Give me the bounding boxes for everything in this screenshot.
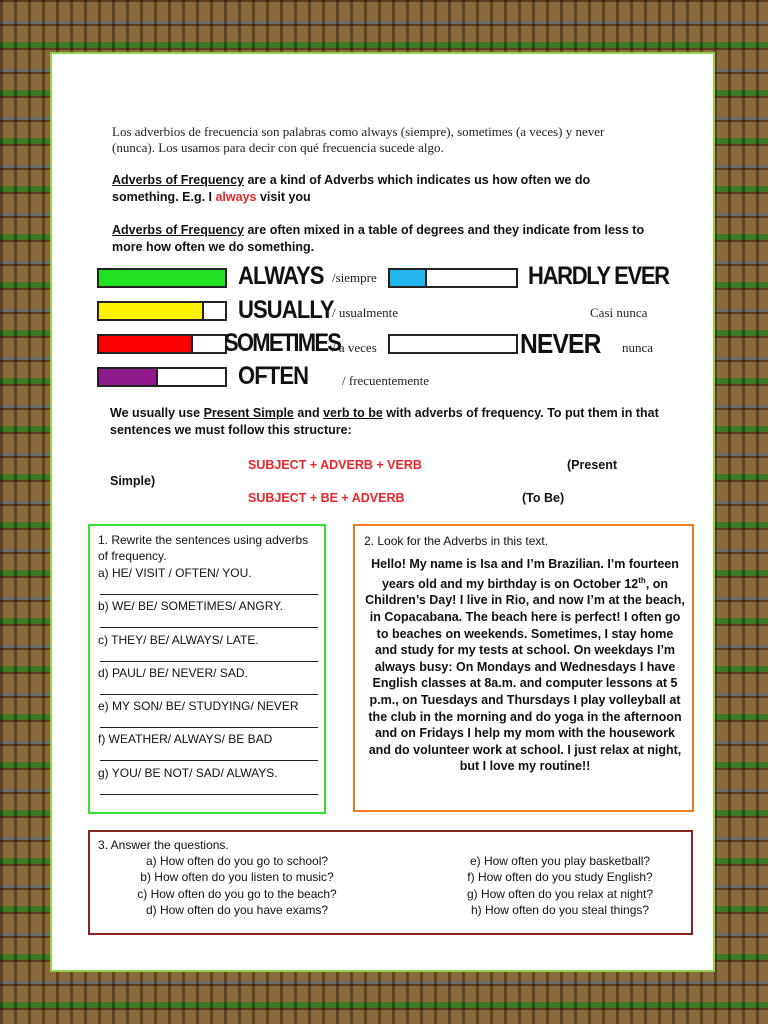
formula-present-simple: SUBJECT + ADVERB + VERB bbox=[248, 458, 422, 472]
answer-line[interactable] bbox=[100, 760, 318, 761]
degrees-paragraph: Adverbs of Frequency are often mixed in a table of degrees and they indicate from less to more how often we do something. bbox=[112, 223, 645, 254]
answer-line[interactable] bbox=[100, 594, 318, 595]
term: Adverbs of Frequency bbox=[112, 173, 244, 187]
exercise-1-title: 1. Rewrite the sentences using adverbs bbox=[98, 533, 309, 547]
bar-usually bbox=[97, 301, 227, 321]
formula-present-simple-label-cont: Simple) bbox=[110, 474, 156, 488]
exercise-1-item: b) WE/ BE/ SOMETIMES/ ANGRY. bbox=[98, 599, 283, 613]
question: a) How often do you go to school? bbox=[145, 854, 329, 868]
word-hardly-ever: HARDLY EVER bbox=[528, 262, 669, 290]
question: g) How often do you relax at night? bbox=[466, 886, 654, 901]
answer-line[interactable] bbox=[100, 727, 318, 728]
exercise-1-item: g) YOU/ BE NOT/ SAD/ ALWAYS. bbox=[98, 766, 278, 780]
bar-often bbox=[97, 367, 227, 387]
answer-line[interactable] bbox=[100, 794, 318, 795]
translation-never: nunca bbox=[622, 340, 654, 355]
answer-line[interactable] bbox=[100, 627, 318, 628]
highlight-word: always bbox=[215, 190, 257, 204]
present-simple-link: Present Simple bbox=[203, 406, 294, 420]
question: h) How often do you steal things? bbox=[470, 902, 650, 917]
word-usually: USUALLY bbox=[238, 296, 334, 324]
exercise-1-item: c) THEY/ BE/ ALWAYS/ LATE. bbox=[98, 633, 259, 647]
word-always: ALWAYS bbox=[238, 262, 324, 290]
translation-often: / frecuentemente bbox=[342, 373, 429, 388]
bar-hardly-ever bbox=[388, 268, 518, 288]
worksheet-page bbox=[50, 52, 715, 972]
answer-line[interactable] bbox=[100, 694, 318, 695]
formula-to-be: SUBJECT + BE + ADVERB bbox=[248, 491, 405, 505]
exercise-2-box bbox=[353, 524, 694, 812]
question: b) How often do you listen to music? bbox=[140, 870, 334, 885]
intro-text: Los adverbios de frecuencia son palabras como always (siempre), sometimes (a veces) y never (nunca). Los usamos para decir con qué frecuencia sucede algo. bbox=[112, 124, 605, 155]
reading-text: Hello! My name is Isa and I’m Brazilian. I’m fourteen years old and my birthday is on October 12th, on Children’s Day! I live in Rio, and now I’m at the beach, in Copacabana. The beach here is perfect! I often go to beaches on weekends. Sometimes, I stay home and study for my tests at school. On weekdays I’m always busy: On Mondays and Wednesdays I have English classes at 8a.m. and computer lessons at 5 p.m., on Tuesdays and Thursdays I play volleyball at the club in the morning and do yoga in the afternoon and on Fridays I help my mom with the housework and do volunteer work at school. I just relax at night, but I love my routine!! bbox=[365, 557, 685, 774]
exercise-1-item: e) MY SON/ BE/ STUDYING/ NEVER bbox=[98, 699, 299, 713]
definition-paragraph: Adverbs of Frequency are a kind of Adverbs which indicates us how often we do something. E.g. I always visit you bbox=[112, 173, 591, 204]
bar-always bbox=[97, 268, 227, 288]
question: f) How often do you study English? bbox=[467, 870, 653, 885]
question: c) How often do you go to the beach? bbox=[137, 886, 337, 901]
translation-hardly-ever: Casi nunca bbox=[590, 305, 648, 320]
exercise-1-item: a) HE/ VISIT / OFTEN/ YOU. bbox=[98, 566, 252, 580]
exercise-1-item: f) WEATHER/ ALWAYS/ BE BAD bbox=[98, 732, 273, 746]
translation-sometimes: / a veces bbox=[332, 340, 377, 355]
exercise-3-title: 3. Answer the questions. bbox=[98, 838, 229, 852]
exercise-2-title: 2. Look for the Adverbs in this text. bbox=[364, 534, 549, 548]
word-often: OFTEN bbox=[238, 362, 309, 390]
formula-present-simple-label: (Present bbox=[567, 458, 618, 472]
bar-never bbox=[388, 334, 518, 354]
formula-to-be-label: (To Be) bbox=[522, 491, 565, 505]
questions-right bbox=[445, 853, 675, 918]
question: e) How often you play basketball? bbox=[469, 854, 651, 868]
exercise-3-box bbox=[88, 830, 693, 935]
exercise-1-box: 1. Rewrite the sentences using adverbs of frequency. a) HE/ VISIT / OFTEN/ YOU. b) WE/ BE/ SOMETIMES/ ANGRY. c) THEY/ BE/ ALWAYS/ LATE. d) PAUL/ BE/ NEVER/ SAD. e) MY SON/ BE/ STUDYING/ NEVER f) WEATHER/ ALWAYS/ BE BAD g) YOU/ BE NOT/ SAD/ ALWAYS. bbox=[88, 524, 326, 814]
word-never: NEVER bbox=[520, 328, 601, 359]
verb-to-be-link: verb to be bbox=[323, 406, 383, 420]
questions-left bbox=[122, 853, 352, 918]
structure-paragraph: We usually use Present Simple and verb to be with adverbs of frequency. To put them in that sentences we must follow this structure: bbox=[110, 406, 659, 437]
exercise-1-item: d) PAUL/ BE/ NEVER/ SAD. bbox=[98, 666, 248, 680]
question: d) How often do you have exams? bbox=[145, 902, 329, 917]
word-sometimes: SOMETIMES bbox=[224, 329, 341, 357]
translation-usually: / usualmente bbox=[332, 305, 399, 320]
answer-line[interactable] bbox=[100, 661, 318, 662]
translation-always: /siempre bbox=[332, 270, 377, 285]
bar-sometimes bbox=[97, 334, 227, 354]
